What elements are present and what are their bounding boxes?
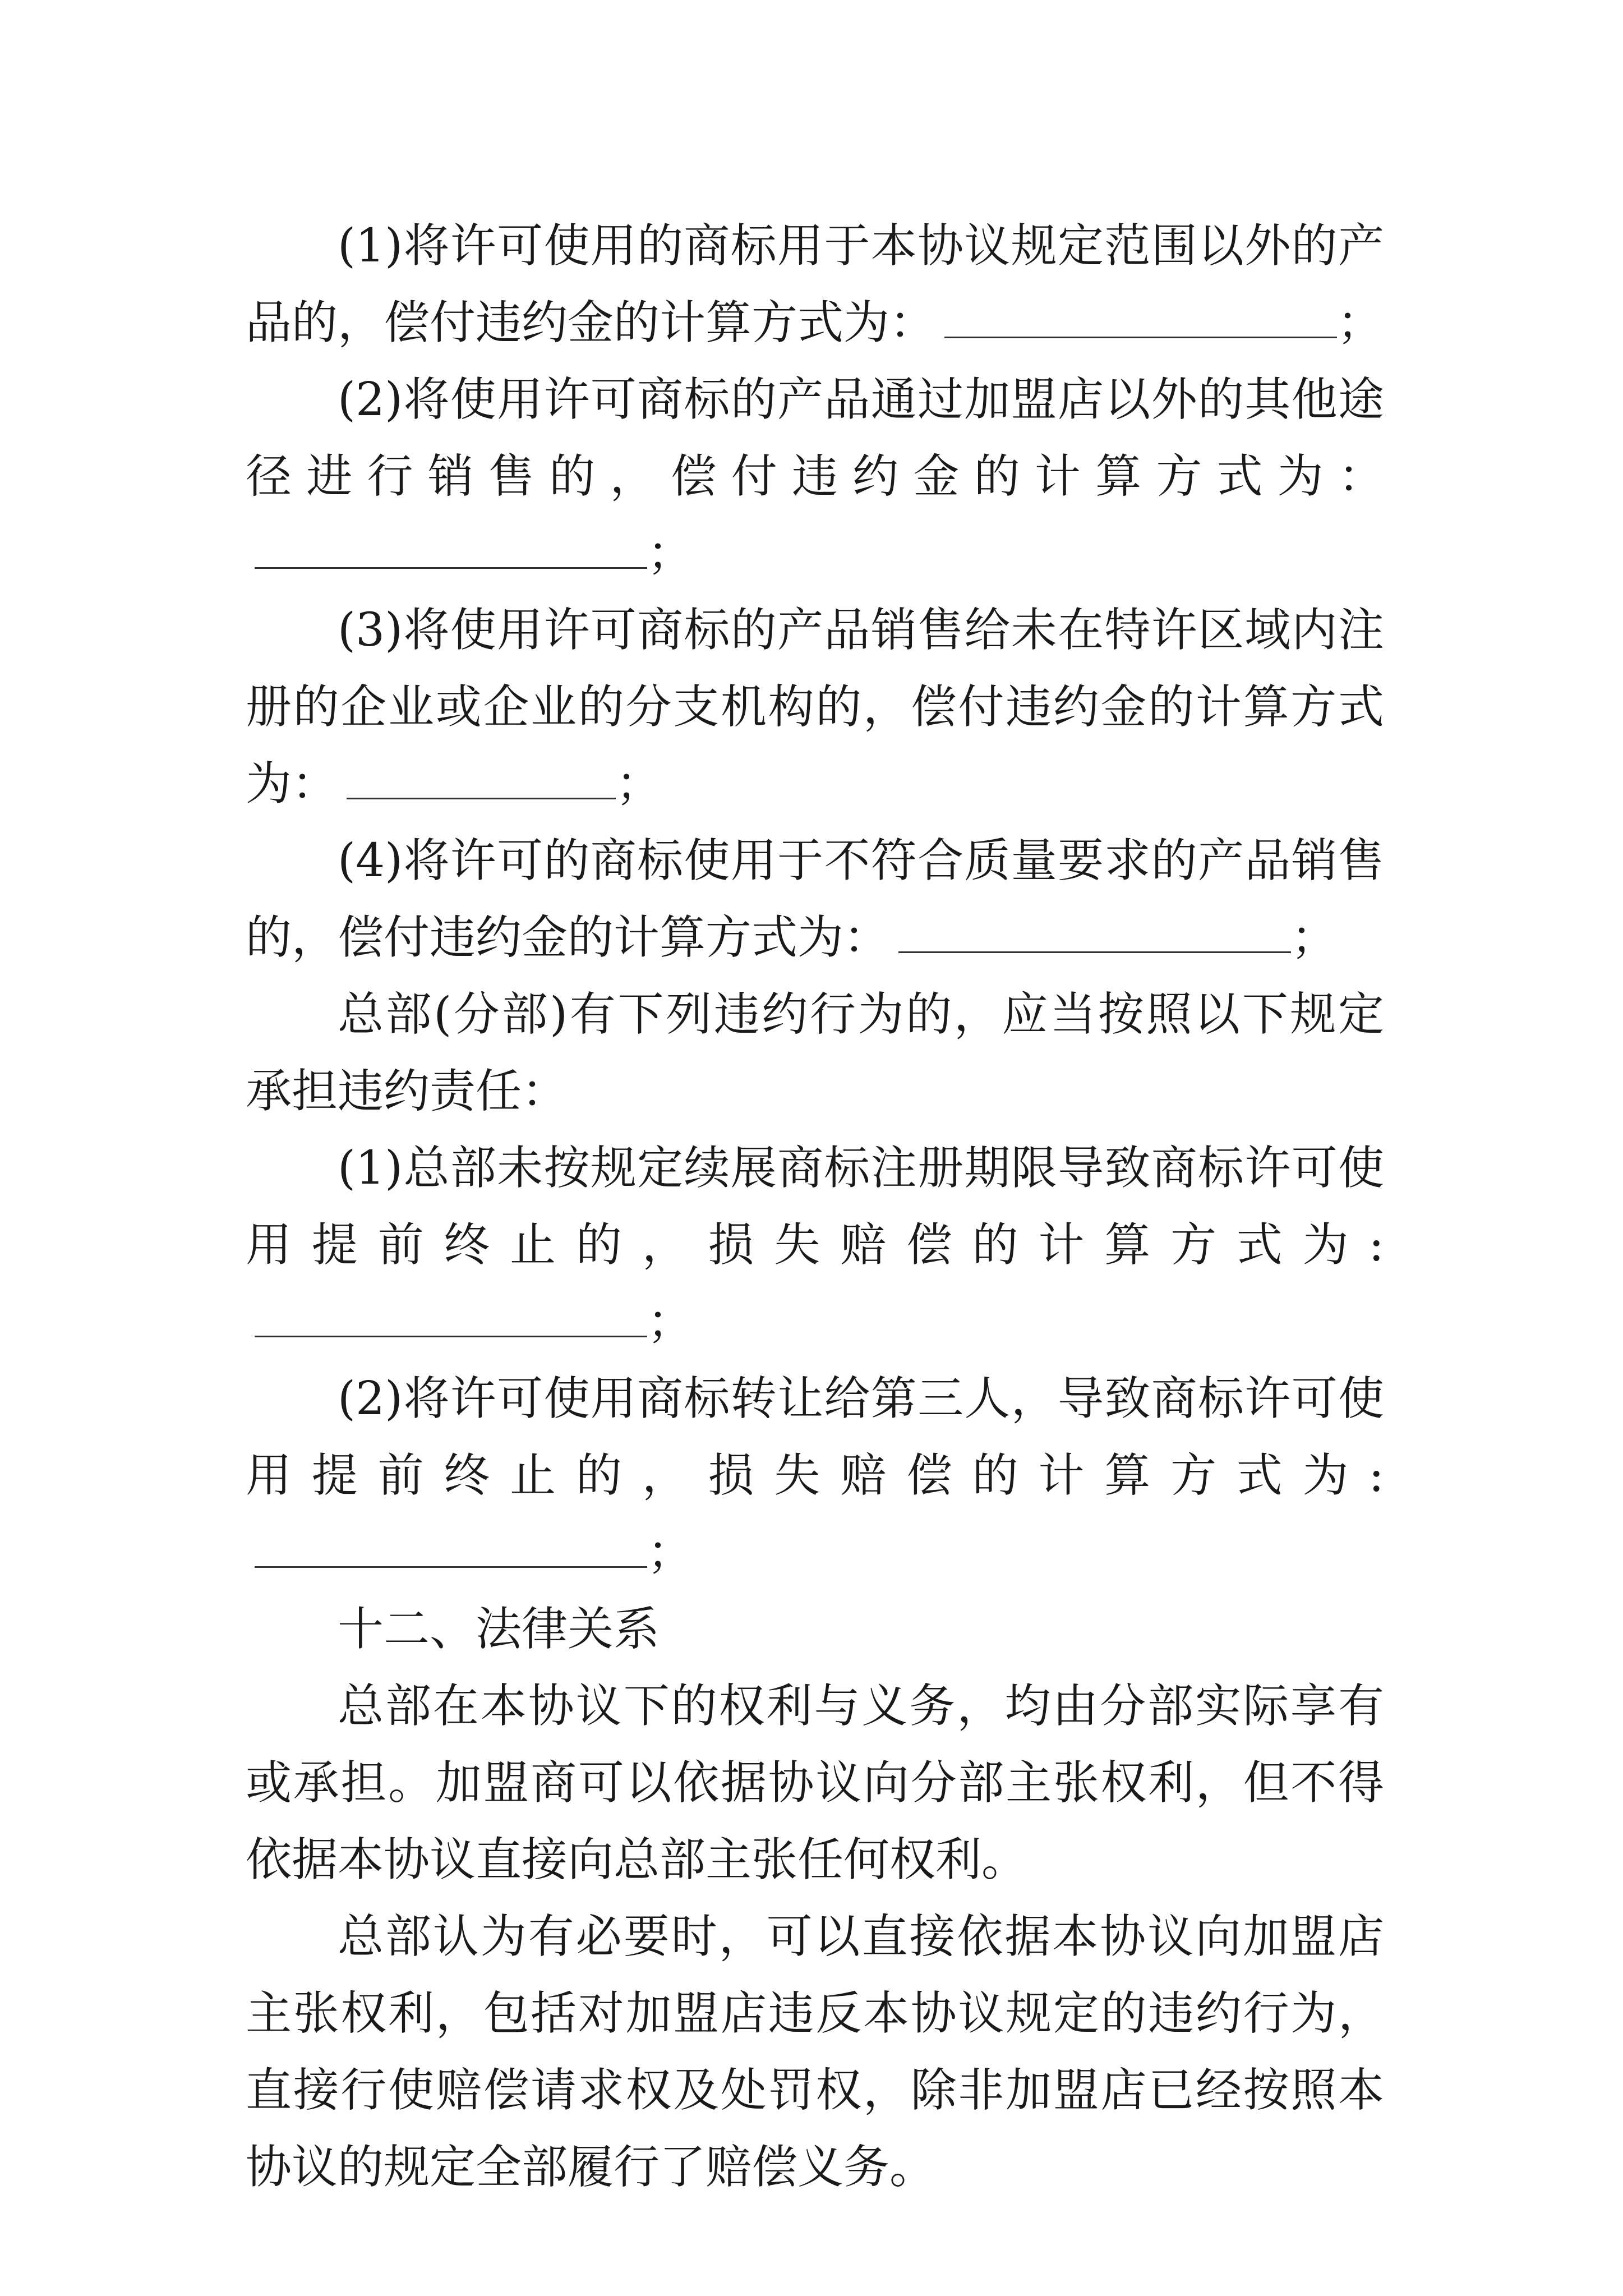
fill-in-blank[interactable] bbox=[898, 912, 1291, 953]
fill-in-blank[interactable] bbox=[255, 528, 647, 569]
clause-end: ； bbox=[647, 527, 694, 580]
document-body bbox=[246, 208, 1384, 2206]
hq-clause-1-paragraph bbox=[246, 1130, 1384, 1360]
clause-end: ； bbox=[647, 1526, 694, 1579]
clause-4-text: (4)将许可的商标使用于不符合质量要求的产品销售的，偿付违约金的计算方式为： bbox=[246, 834, 1384, 964]
fill-in-blank[interactable] bbox=[944, 297, 1337, 338]
hq-clause-1-text: (1)总部未按规定续展商标注册期限导致商标许可使用提前终止的，损失赔偿的计算方式为: bbox=[246, 1142, 1384, 1272]
hq-clause-2-text: (2)将许可使用商标转让给第三人，导致商标许可使用提前终止的，损失赔偿的计算方式为: bbox=[246, 1372, 1384, 1502]
clause-1-text: (1)将许可使用的商标用于本协议规定范围以外的产品的，偿付违约金的计算方式为： bbox=[246, 219, 1384, 349]
clause-2-text: (2)将使用许可商标的产品通过加盟店以外的其他途径进行销售的，偿付违约金的计算方式为： bbox=[246, 373, 1384, 503]
clause-end: ； bbox=[647, 1295, 694, 1349]
clause-2-paragraph bbox=[246, 361, 1384, 592]
hq-clause-2-paragraph bbox=[246, 1360, 1384, 1591]
clause-4-paragraph bbox=[246, 822, 1384, 976]
legal-relation-paragraph-2: 总部认为有必要时，可以直接依据本协议向加盟店主张权利，包括对加盟店违反本协议规定的违约行为，直接行使赔偿请求权及处罚权，除非加盟店已经按照本协议的规定全部履行了赔偿义务。 bbox=[246, 1910, 1384, 2194]
fill-in-blank[interactable] bbox=[347, 758, 616, 799]
hq-breach-intro: 总部(分部)有下列违约行为的，应当按照以下规定承担违约责任： bbox=[246, 988, 1384, 1118]
clause-1-paragraph bbox=[246, 208, 1384, 361]
clause-end: ； bbox=[1337, 296, 1384, 349]
clause-end: ； bbox=[1291, 911, 1338, 964]
fill-in-blank[interactable] bbox=[255, 1296, 647, 1337]
clause-3-paragraph bbox=[246, 592, 1384, 822]
clause-3-text: (3)将使用许可商标的产品销售给未在特许区域内注册的企业或企业的分支机构的，偿付违约金的计算方式为： bbox=[246, 604, 1384, 811]
section-heading: 十二、法律关系 bbox=[338, 1603, 660, 1656]
fill-in-blank[interactable] bbox=[255, 1527, 647, 1568]
legal-relation-paragraph-1: 总部在本协议下的权利与义务，均由分部实际享有或承担。加盟商可以依据协议向分部主张权利，但不得依据本协议直接向总部主张任何权利。 bbox=[246, 1680, 1384, 1887]
clause-end: ； bbox=[616, 757, 662, 811]
